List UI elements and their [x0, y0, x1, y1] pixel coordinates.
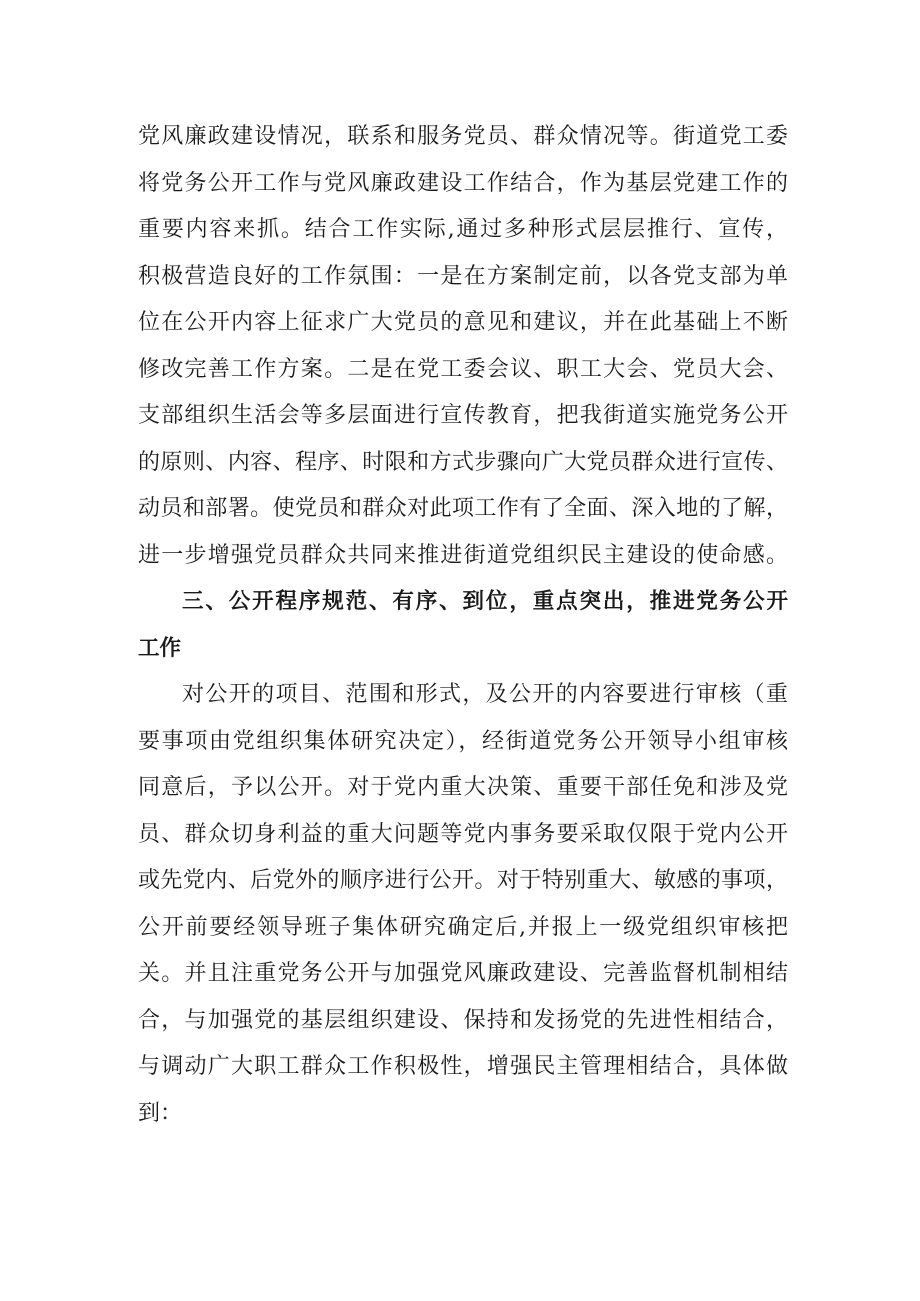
text-line: 位在公开内容上征求广大党员的意见和建议，并在此基础上不断	[138, 310, 788, 335]
paragraph-review-procedure	[138, 672, 788, 1137]
text-line: 要事项由党组织集体研究决定），经街道党务公开领导小组审核	[138, 728, 788, 754]
text-line: 将党务公开工作与党风廉政建设工作结合，作为基层党建工作的	[138, 170, 788, 196]
text-line: 进一步增强党员群众共同来推进街道党组织民主建设的使命感。	[138, 542, 788, 568]
heading-line: 三、公开程序规范、有序、到位，重点突出，推进党务公开	[182, 589, 788, 614]
text-line: 公开前要经领导班子集体研究确定后,并报上一级党组织审核把	[138, 914, 788, 940]
text-line: 的原则、内容、程序、时限和方式步骤向广大党员群众进行宣传、	[138, 449, 788, 475]
document-page	[138, 114, 788, 1137]
text-line: 同意后，予以公开。对于党内重大决策、重要干部任免和涉及党	[138, 775, 788, 800]
section-heading-three	[138, 579, 788, 672]
paragraph-publicity-measures	[138, 114, 788, 579]
text-line: 合，与加强党的基层组织建设、保持和发扬党的先进性相结合，	[138, 1007, 788, 1033]
text-line: 积极营造良好的工作氛围：一是在方案制定前，以各党支部为单	[138, 263, 788, 289]
text-line: 对公开的项目、范围和形式，及公开的内容要进行审核（重	[182, 682, 788, 707]
text-line: 党风廉政建设情况，联系和服务党员、群众情况等。街道党工委	[138, 124, 788, 149]
text-line: 与调动广大职工群众工作积极性，增强民主管理相结合，具体做	[138, 1054, 788, 1079]
text-line: 关。并且注重党务公开与加强党风廉政建设、完善监督机制相结	[138, 961, 788, 986]
text-line: 修改完善工作方案。二是在党工委会议、职工大会、党员大会、	[138, 356, 788, 382]
text-line: 到：	[138, 1100, 183, 1126]
heading-line: 工作	[138, 635, 182, 661]
text-line: 重要内容来抓。结合工作实际,通过多种形式层层推行、宣传，	[138, 217, 788, 242]
text-line: 动员和部署。使党员和群众对此项工作有了全面、深入地的了解，	[138, 496, 788, 521]
text-line: 或先党内、后党外的顺序进行公开。对于特别重大、敏感的事项，	[138, 868, 788, 893]
text-line: 员、群众切身利益的重大问题等党内事务要采取仅限于党内公开	[138, 821, 788, 847]
text-line: 支部组织生活会等多层面进行宣传教育，把我街道实施党务公开	[138, 403, 788, 428]
